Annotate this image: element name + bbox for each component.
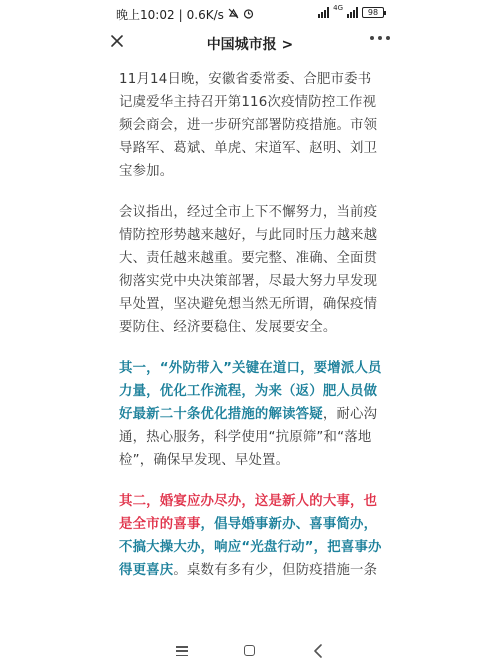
status-bar: [0, 0, 500, 28]
mute-icon: [228, 8, 239, 22]
paragraph-4-separator: ，: [200, 517, 215, 532]
nav-bar: [0, 28, 500, 58]
status-time: 晚上10:02: [116, 8, 175, 22]
more-icon[interactable]: [370, 36, 390, 42]
alarm-icon: [243, 8, 254, 22]
paragraph-3-rest: ，耐心沟通，热心服务，科学使用“抗原筛”和“落地检”，确保早发现、早处置。: [119, 407, 378, 468]
paragraph-4-highlight-teal: 倡导婚事新办、喜事简办，不搞大操大办，响应“光盘行动”，把喜事办得更喜庆: [119, 517, 382, 578]
signal-icon: [318, 6, 329, 18]
back-icon[interactable]: [312, 643, 324, 657]
status-right: [318, 3, 384, 18]
network-speed: 0.6K/s: [186, 7, 224, 22]
signal-icon-2: [347, 6, 358, 18]
menu-icon[interactable]: [176, 646, 188, 656]
paragraph-3-lead: 其一，: [119, 361, 160, 376]
article-paragraph-1: 11月14日晚，安徽省委常委、合肥市委书记虞爱华主持召开第116次疫情防控工作视频会商会，进一步研究部署防疫措施。市领导路军、葛斌、单虎、宋道军、赵明、刘卫宝参加。: [119, 72, 378, 179]
battery-level: 98: [367, 7, 379, 17]
page-title[interactable]: 中国城市报 >: [206, 37, 294, 53]
status-divider: |: [178, 7, 183, 22]
article-paragraph-3: [119, 357, 384, 472]
system-nav-bar: [0, 636, 500, 666]
paragraph-4-highlight-red: 婚宴应办尽办，这是新人的大事，也是全市的喜事: [119, 494, 378, 532]
paragraph-3-highlight: “外防带入”关键在道口，要增派人员力量，优化工作流程，为来（返）肥人员做好最新二十条优化措施的解读答疑: [119, 361, 382, 422]
paragraph-4-rest: 。桌数有多有少，但防疫措施一条: [173, 563, 378, 578]
paragraph-4-lead: 其二，: [119, 494, 160, 509]
home-icon[interactable]: [244, 645, 255, 656]
article-body: [119, 68, 384, 600]
battery-icon: [362, 7, 384, 18]
status-left: [116, 6, 254, 23]
article-paragraph-4: [119, 490, 384, 582]
article-paragraph-2: 会议指出，经过全市上下不懈努力，当前疫情防控形势越来越好，与此同时压力越来越大、责任越来越重。要完整、准确、全面贯彻落实党中央决策部署，尽最大努力早发现早处置，坚决避免想当然无所谓，确保疫情要防住、经济要稳住、发展要安全。: [119, 205, 378, 335]
network-type: 4G: [333, 3, 343, 12]
